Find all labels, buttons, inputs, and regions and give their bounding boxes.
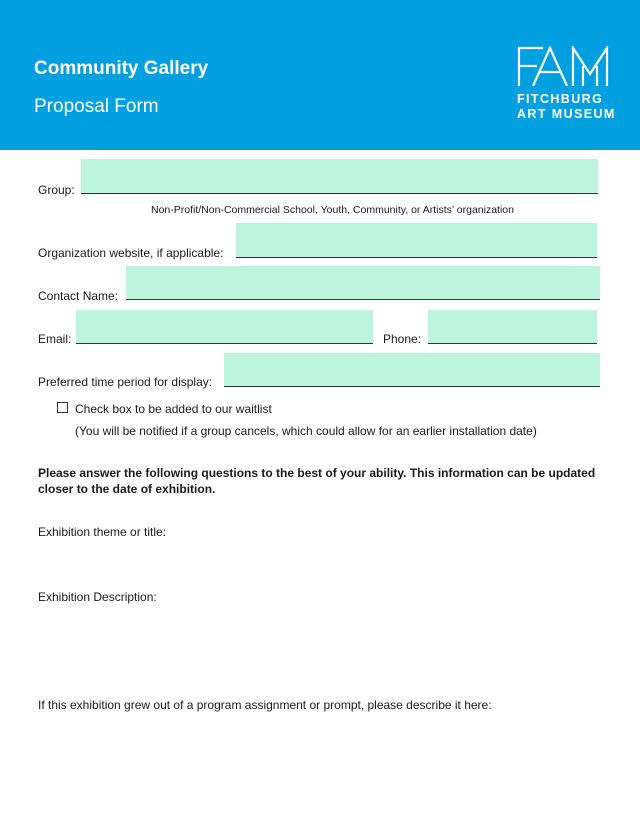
waitlist-checkbox[interactable] xyxy=(57,402,68,413)
logo-text-line2: ART MUSEUM xyxy=(517,107,616,121)
waitlist-label: Check box to be added to our waitlist xyxy=(75,402,272,416)
time-period-label: Preferred time period for display: xyxy=(38,375,213,389)
prompt-question-label: If this exhibition grew out of a program assignment or prompt, please describe it here: xyxy=(38,698,492,712)
contact-name-label: Contact Name: xyxy=(38,289,119,303)
email-field[interactable] xyxy=(76,310,373,344)
description-question-label: Exhibition Description: xyxy=(38,590,157,604)
website-field[interactable] xyxy=(236,223,597,258)
phone-label: Phone: xyxy=(383,332,422,346)
email-label: Email: xyxy=(38,332,72,346)
contact-name-field[interactable] xyxy=(126,266,600,300)
website-label: Organization website, if applicable: xyxy=(38,246,224,260)
fam-logo xyxy=(517,46,617,122)
page-subtitle: Proposal Form xyxy=(34,96,159,117)
header-banner xyxy=(0,0,640,150)
theme-question-label: Exhibition theme or title: xyxy=(38,525,167,539)
group-field[interactable] xyxy=(81,159,598,194)
fam-logo-mark-icon xyxy=(517,46,615,86)
time-period-field[interactable] xyxy=(224,353,600,387)
phone-field[interactable] xyxy=(428,310,597,344)
logo-text-line1: FITCHBURG xyxy=(517,92,604,106)
questions-intro: Please answer the following questions to the best of your ability. This information can be updated closer to the date of exhibition. xyxy=(38,466,596,496)
waitlist-note: (You will be notified if a group cancels, which could allow for an earlier installation date) xyxy=(75,424,537,438)
group-note: Non-Profit/Non-Commercial School, Youth, Community, or Artists’ organization xyxy=(151,204,514,216)
group-label: Group: xyxy=(38,183,75,197)
page-title: Community Gallery xyxy=(34,58,209,79)
